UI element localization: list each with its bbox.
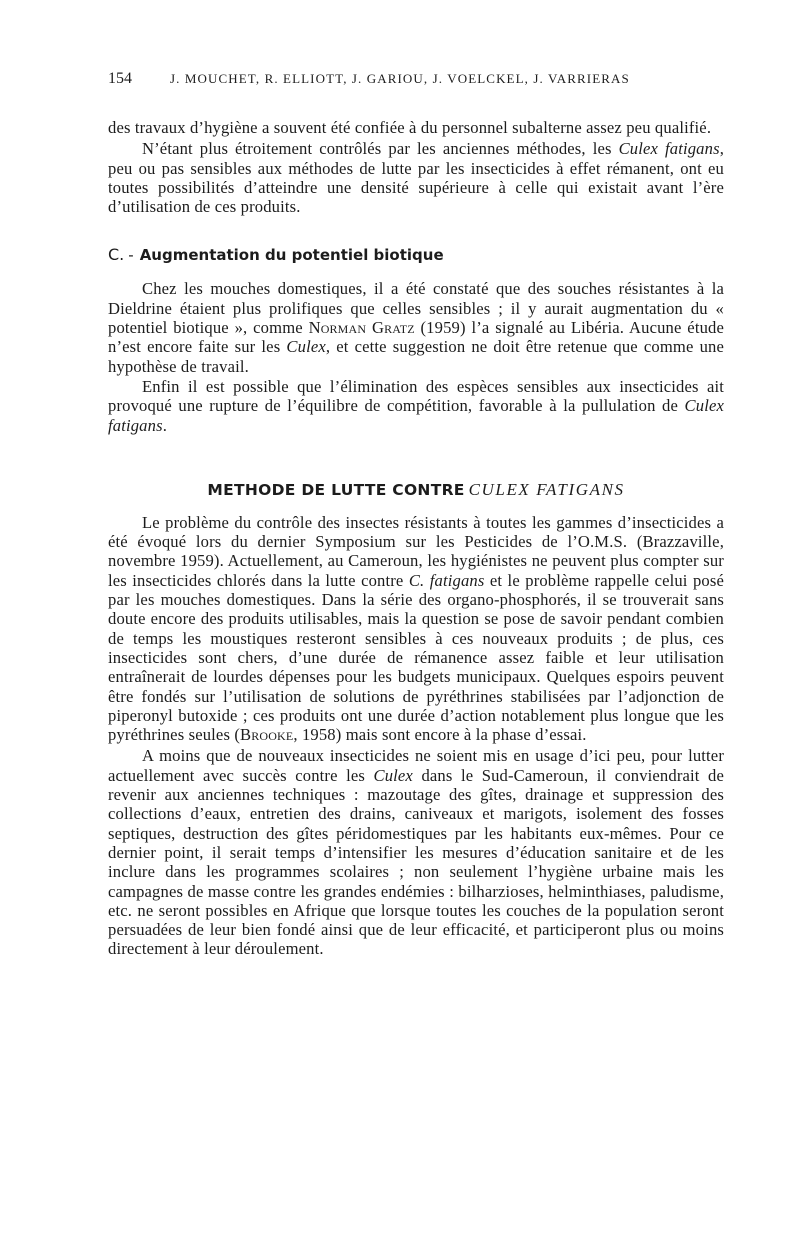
page-number: 154 — [108, 70, 132, 87]
running-head-authors: J. MOUCHET, R. ELLIOTT, J. GARIOU, J. VOELCKEL, J. VARRIERAS — [170, 71, 630, 86]
paragraph-1: des travaux d’hygiène a souvent été confiée à du personnel subalterne assez peu qualifié. — [108, 118, 712, 137]
paragraph-5: Le problème du contrôle des insectes résistants à toutes les gammes d’insecticides a été évoqué lors du dernier Symposium sur les Pesticides de l’O.M.S. (Brazzaville, novembre 1959). Actuellement, au Cameroun, les hygiénistes ne peuvent plus compter sur les insecticides chlorés dans la lutte contre C. fatigans et le problème rappelle celui posé par les mouches domestiques. Dans la série des organo-phosphorés, il se trouverait sans doute encore des produits utilisables, mais la question se pose de savoir pendant combien de temps les moustiques resteront sensibles à ces nouveaux produits ; de plus, ces insecticides sont chers, d’une durée de rémanence assez faible et leur utilisation entraînerait de lourdes dépenses pour les budgets municipaux. Quelques espoirs peuvent être fondés sur l’utilisation de solutions de pyréthrines stabilisées par l’adjonction de piperonyl butoxide ; ces produits ont une durée d’action notablement plus longue que les pyréthrines seules (Brooke, 1958) mais sont encore à la phase d’essai. — [108, 512, 724, 745]
main-heading — [108, 479, 724, 501]
running-head — [108, 70, 724, 96]
paragraph-2: N’étant plus étroitement contrôlés par les anciennes méthodes, les Culex fatigans, peu ou pas sensibles aux méthodes de lutte par les insecticides à effet rémanent, ont eu toutes possibilités d’atteindre une densité supérieure à celle qui existait avant l’ère d’utilisation de ces produits. — [108, 139, 724, 217]
section-c-heading — [108, 245, 724, 265]
paragraph-3: Chez les mouches domestiques, il a été constaté que des souches résistantes à la Dieldrine étaient plus prolifiques que celles sensibles ; il y aurait augmentation du « potentiel biotique », comme Norman Gratz (1959) l’a signalé au Libéria. Aucune étude n’est encore faite sur les Culex, et cette suggestion ne doit être retenue que comme une hypothèse de travail. — [108, 279, 724, 376]
section-dash: - — [128, 246, 134, 265]
paragraph-4: Enfin il est possible que l’élimination des espèces sensibles aux insecticides ait provoqué une rupture de l’équilibre de compétition, favorable à la pullulation de Culex fatigans. — [108, 376, 724, 435]
section-title: Augmentation du potentiel biotique — [139, 246, 444, 265]
main-heading-text: METHODE DE LUTTE CONTRE — [207, 480, 465, 499]
main-heading-italic: CULEX FATIGANS — [468, 479, 625, 499]
page — [108, 70, 724, 959]
section-letter: C. — [108, 245, 125, 265]
paragraph-6: A moins que de nouveaux insecticides ne soient mis en usage d’ici peu, pour lutter actuellement avec succès contre les Culex dans le Sud-Cameroun, il conviendrait de revenir aux anciennes techniques : mazoutage des gîtes, drainage et suppression des collections d’eaux, entretien des drains, caniveaux et marigots, isolement des fosses septiques, destruction des gîtes péridomestiques par les habitants eux-mêmes. Pour ce dernier point, il serait temps d’intensifier les mesures d’éducation sanitaire et de les inclure dans les programmes scolaires ; non seulement l’hygiène urbaine mais les campagnes de masse contre les grandes endémies : bilharzioses, helminthiases, paludisme, etc. ne seront possibles en Afrique que lorsque toutes les couches de la population seront persuadées de leur bien fondé ainsi que de leur efficacité, et participeront plus ou moins directement à leur déroulement. — [108, 746, 724, 959]
